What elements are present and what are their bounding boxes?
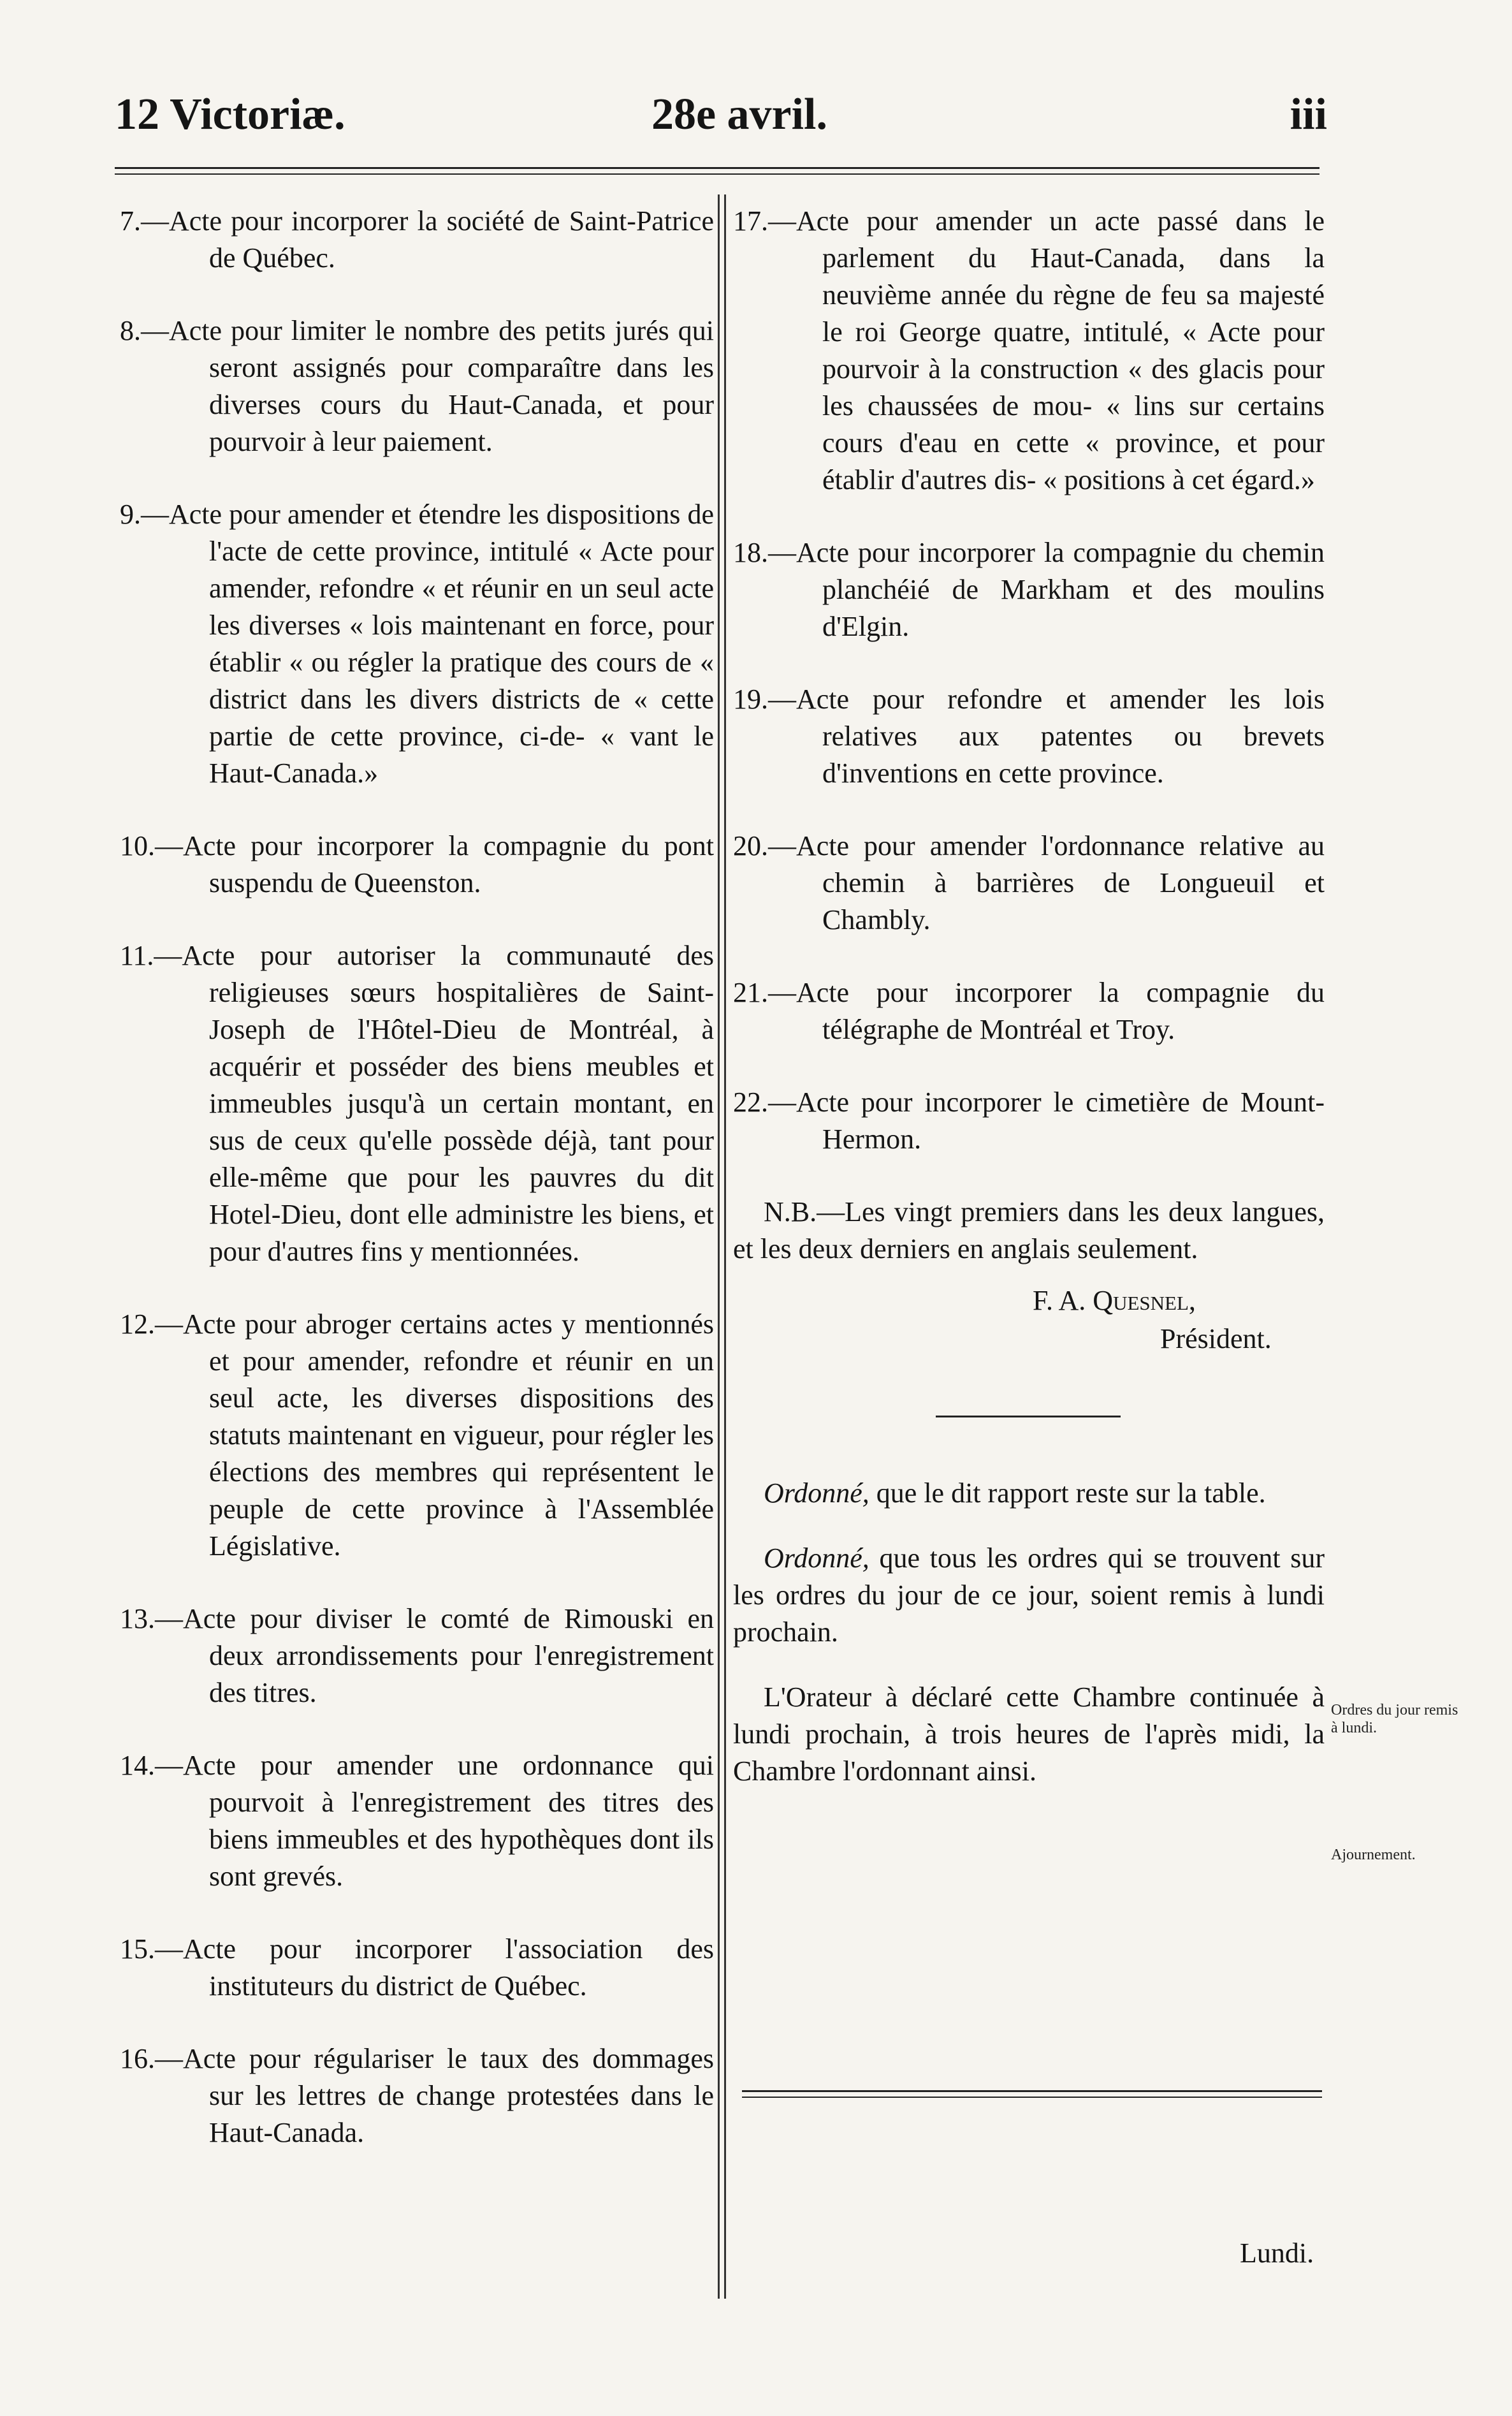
right-column <box>733 203 1325 1818</box>
margin-note-orders: Ordres du jour remis à lundi. <box>1331 1702 1458 1736</box>
adjournment-statement: L'Orateur à déclaré cette Chambre continuée à lundi prochain, à trois heures de l'après midi, la Chambre l'ordonnant ainsi. <box>733 1681 1325 1787</box>
header-rule-bottom <box>115 173 1319 175</box>
act-entry-13: 13.—Acte pour diviser le comté de Rimouski en deux arrondissements pour l'enregistrement des titres. <box>120 1603 714 1708</box>
section-separator <box>936 1416 1121 1417</box>
catchword: Lundi. <box>1240 2237 1314 2269</box>
column-divider-right <box>724 194 726 2299</box>
signatory-name: F. A. Quesnel, <box>1033 1285 1196 1316</box>
margin-note-adjournment: Ajournement. <box>1331 1847 1416 1863</box>
signature-block <box>733 1282 1325 1358</box>
act-entry-9: 9.—Acte pour amender et étendre les dispositions de l'acte de cette province, intitulé « Acte pour amender, refondre « et réunir en un seul acte les diverses « lois maintenant en force, pour établir « ou régler la pratique des cours de « district dans les divers districts de « cette partie de cette province, ci-de- « vant le Haut-Canada.» <box>120 499 714 789</box>
act-entry-15: 15.—Acte pour incorporer l'association des instituteurs du district de Québec. <box>120 1933 714 2002</box>
header-rule-top <box>115 167 1319 169</box>
end-rule-top <box>742 2090 1322 2092</box>
act-entry-21: 21.—Acte pour incorporer la compagnie du télégraphe de Montréal et Troy. <box>733 977 1325 1045</box>
act-entry-18: 18.—Acte pour incorporer la compagnie du chemin planchéié de Markham et des moulins d'Elgin. <box>733 537 1325 642</box>
nota-bene: N.B.—Les vingt premiers dans les deux langues, et les deux derniers en anglais seulement. <box>733 1196 1325 1264</box>
act-entry-16: 16.—Acte pour régulariser le taux des dommages sur les lettres de change protestées dans le Haut-Canada. <box>120 2043 714 2148</box>
act-entry-8: 8.—Acte pour limiter le nombre des petits jurés qui seront assignés pour comparaître dans les diverses cours du Haut-Canada, et pour pourvoir à leur paiement. <box>120 315 714 457</box>
act-entry-14: 14.—Acte pour amender une ordonnance qui pourvoit à l'enregistrement des titres des biens immeubles et des hypothèques dont ils sont grevés. <box>120 1750 714 1892</box>
order-report-table: Ordonné, que le dit rapport reste sur la table. <box>764 1477 1266 1509</box>
act-entry-11: 11.—Acte pour autoriser la communauté des religieuses sœurs hospitalières de Saint-Joseph de l'Hôtel-Dieu de Montréal, à acquérir et posséder des biens meubles et immeubles jusqu'à un certain montant, en sus de ceux qu'elle possède déjà, tant pour elle-même que pour les pauvres du dit Hotel-Dieu, dont elle administre les biens, et pour d'autres fins y mentionnées. <box>120 940 714 1267</box>
act-entry-10: 10.—Acte pour incorporer la compagnie du pont suspendu de Queenston. <box>120 830 714 898</box>
running-head-date: 28e avril. <box>651 90 828 139</box>
running-head-regnal-year: 12 Victoriæ. <box>115 90 345 139</box>
column-divider-left <box>718 194 720 2299</box>
left-column <box>120 203 714 2187</box>
act-entry-19: 19.—Acte pour refondre et amender les lois relatives aux patentes ou brevets d'inventions en cette province. <box>733 684 1325 789</box>
page-number: iii <box>1290 90 1327 139</box>
act-entry-17: 17.—Acte pour amender un acte passé dans le parlement du Haut-Canada, dans la neuvième année du règne de feu sa majesté le roi George quatre, intitulé, « Acte pour pourvoir à la construction « des glacis pour les chaussées de mou- « lins sur certains cours d'eau en cette « province, et pour établir d'autres dis- « positions à cet égard.» <box>733 205 1325 495</box>
end-rule-bottom <box>742 2097 1322 2098</box>
act-entry-20: 20.—Acte pour amender l'ordonnance relative au chemin à barrières de Longueuil et Chambly. <box>733 830 1325 935</box>
act-entry-7: 7.—Acte pour incorporer la société de Saint-Patrice de Québec. <box>120 205 714 274</box>
act-entry-12: 12.—Acte pour abroger certains actes y mentionnés et pour amender, refondre et réunir en un seul acte, les diverses dispositions des statuts maintenant en vigueur, pour régler les élections des membres qui représentent le peuple de cette province à l'Assemblée Législative. <box>120 1308 714 1562</box>
order-postpone: Ordonné, que tous les ordres qui se trouvent sur les ordres du jour de ce jour, soient remis à lundi prochain. <box>733 1542 1325 1648</box>
signatory-title: Président. <box>1160 1323 1272 1354</box>
act-entry-22: 22.—Acte pour incorporer le cimetière de Mount-Hermon. <box>733 1087 1325 1155</box>
